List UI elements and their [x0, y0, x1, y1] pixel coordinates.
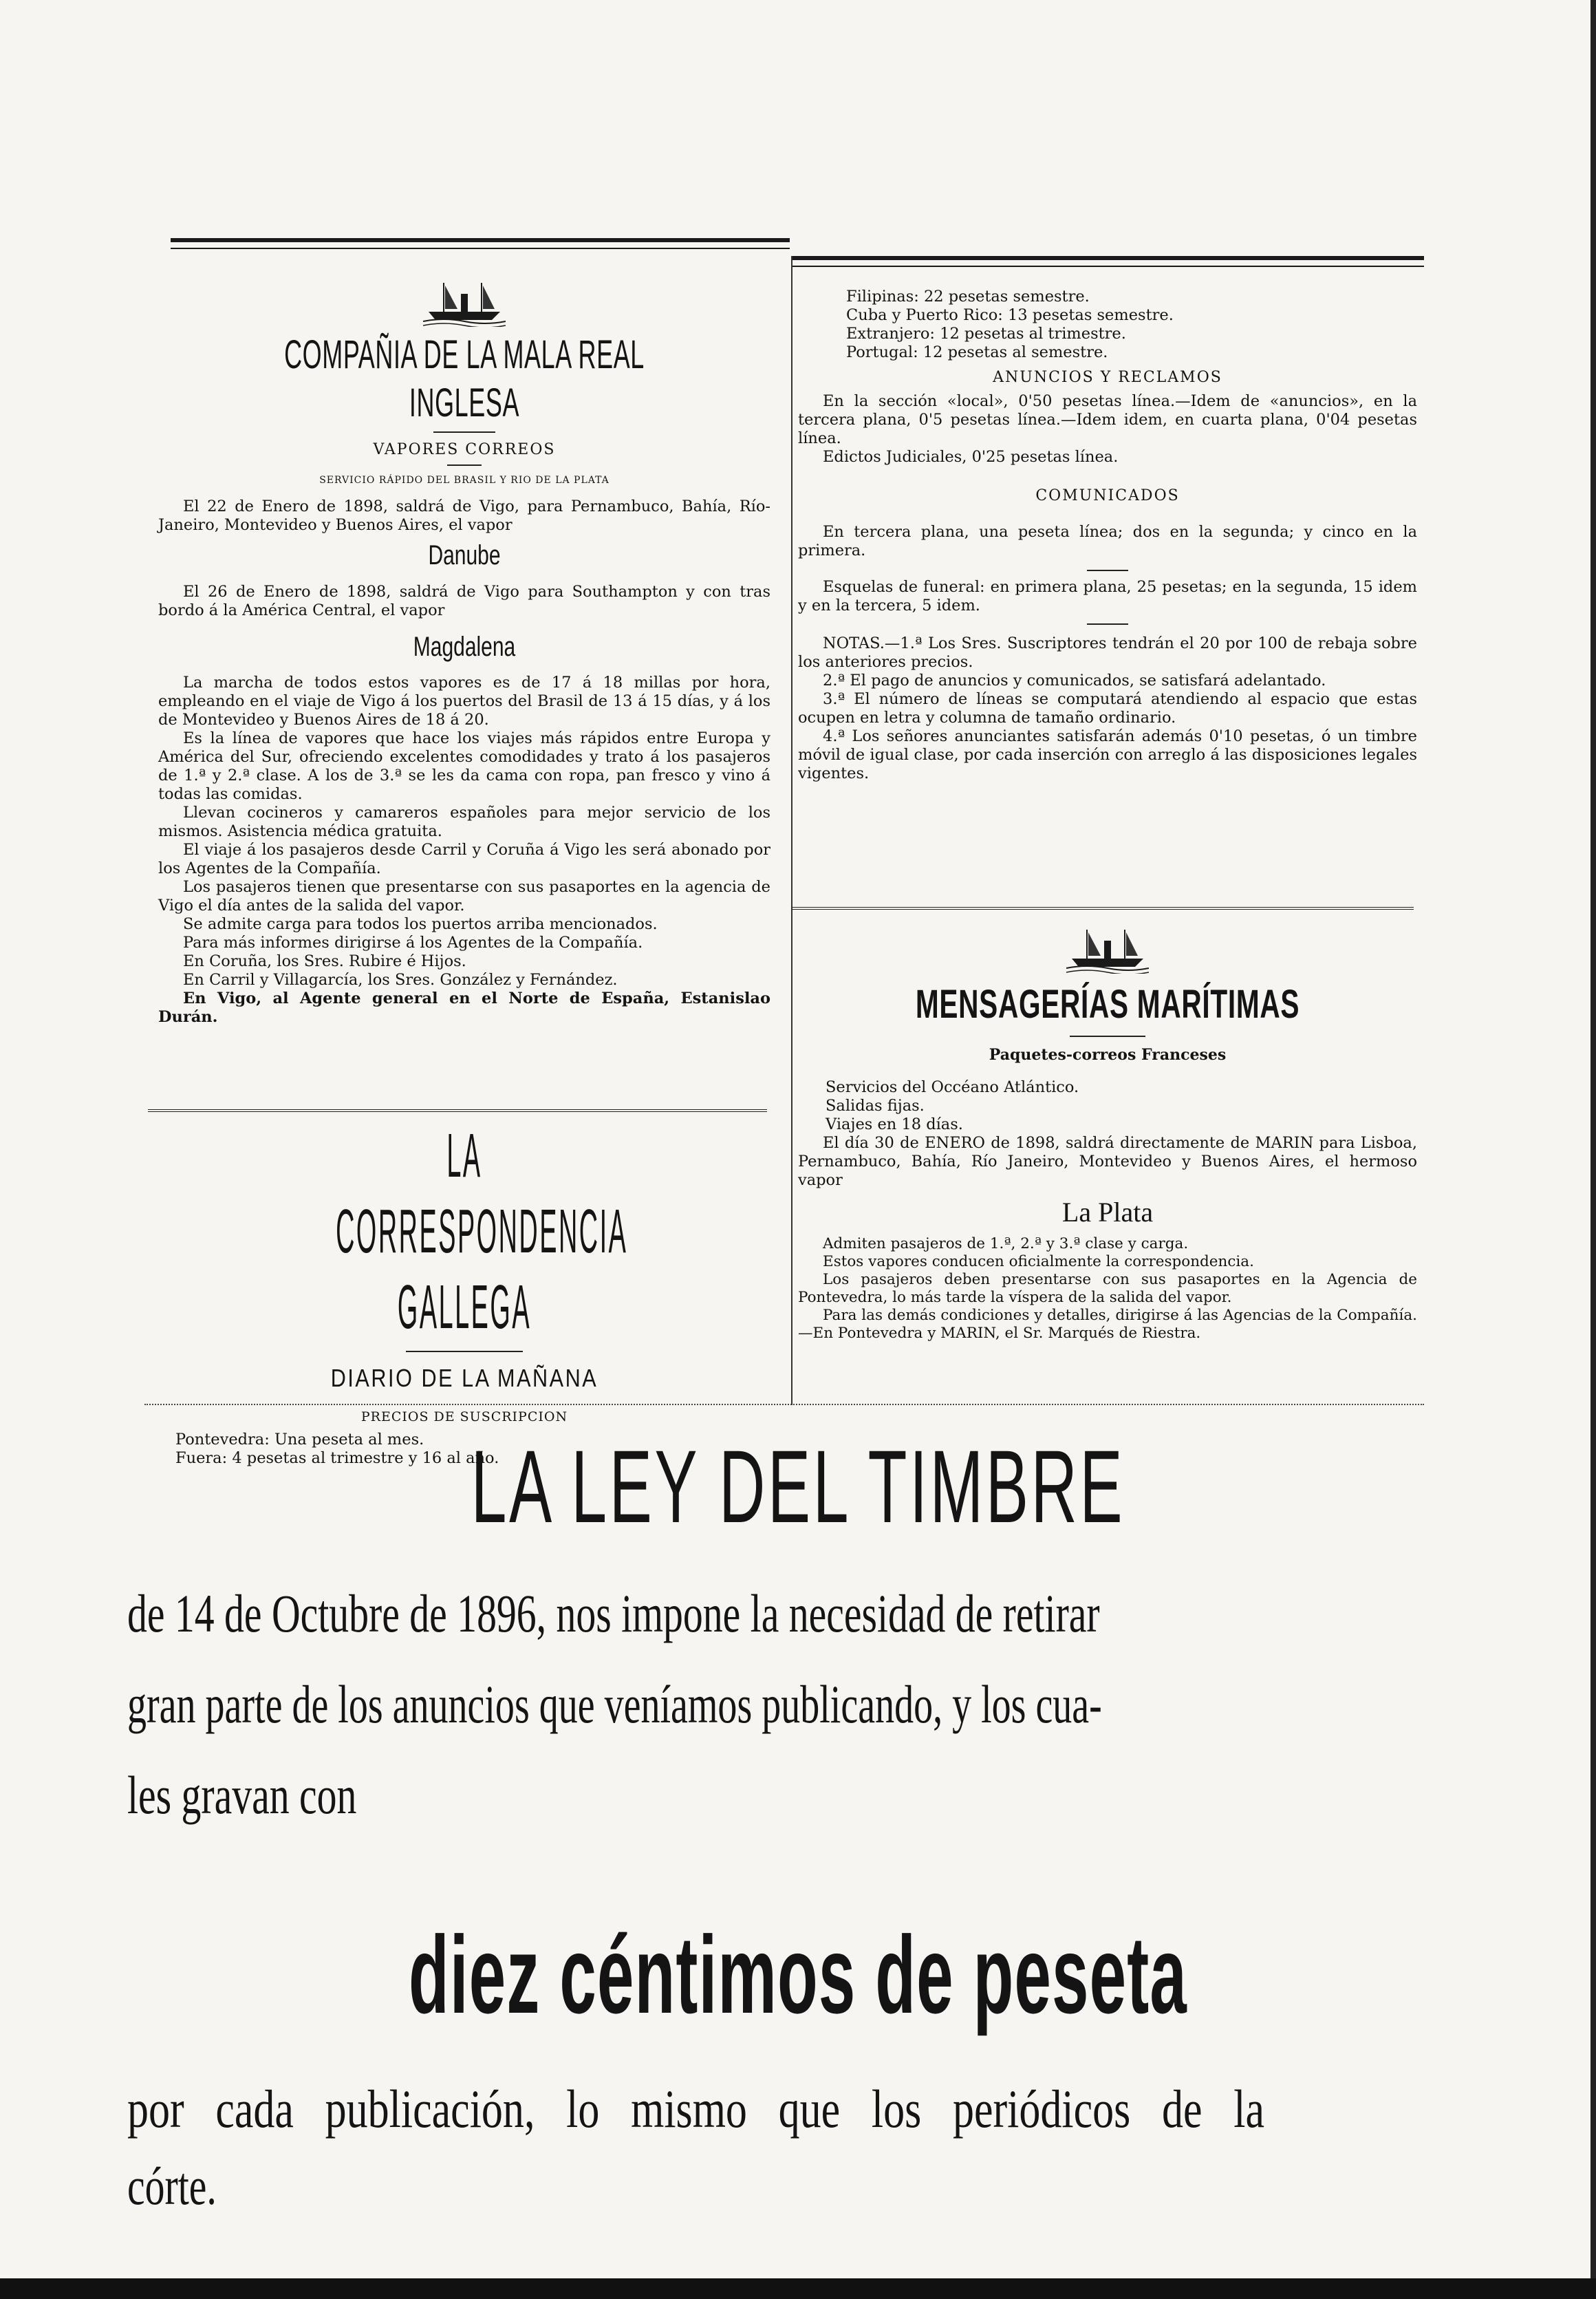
dotted-divider — [144, 1404, 1424, 1405]
tail-line: córte. — [127, 2156, 217, 2216]
mala-real-notes — [158, 674, 770, 1027]
comunicados-heading: COMUNICADOS — [1035, 487, 1180, 504]
correspondencia-ad — [158, 1118, 770, 1468]
mensagerias-ad — [798, 926, 1417, 1343]
mensagerias-p3: Estos vapores conducen oficialmente la correspondencia. — [823, 1253, 1254, 1270]
mala-real-service: SERVICIO RÁPIDO DEL BRASIL Y RIO DE LA PLATA — [319, 475, 610, 486]
note: El viaje á los pasajeros desde Carril y Coruña á Vigo les será abonado por los Agentes de la Compañía. — [158, 841, 770, 877]
note: Es la línea de vapores que hace los viajes más rápidos entre Europa y América del Sur, ofreciendo excelentes comodidades y trato á los pasajeros de 1.ª y 2.ª clase. A los de 3.ª se les da cama con ropa, pan fresco y vino á todas las comidas. — [158, 729, 770, 803]
page-edge — [1590, 0, 1596, 2299]
column-divider — [791, 256, 792, 1405]
anuncios-text: En la sección «local», 0'50 pesetas línea.—Idem de «anuncios», en la tercera plana, 0'5 pesetas línea.—Idem idem, en cuarta plana, 0'04 pesetas línea. — [798, 392, 1417, 447]
comunicados-text: En tercera plana, una peseta línea; dos en la segunda; y cinco en la primera. — [798, 523, 1417, 559]
mensagerias-title: MENSAGERÍAS MARÍTIMAS — [915, 982, 1300, 1027]
correspondencia-subtitle: DIARIO DE LA MAÑANA — [330, 1364, 598, 1392]
mala-real-p1: El 22 de Enero de 1898, saldrá de Vigo, para Pernambuco, Bahía, Río-Janeiro, Montevideo y Buenos Aires, el vapor — [158, 498, 770, 534]
diez-centimos-heading: diez céntimos de peseta — [409, 1913, 1187, 2036]
divider — [1070, 1036, 1145, 1037]
note: En Coruña, los Sres. Rubire é Hijos. — [183, 952, 466, 970]
mensagerias-subtitle: Paquetes-correos Franceses — [989, 1046, 1227, 1064]
mensagerias-line: Viajes en 18 días. — [826, 1115, 963, 1133]
top-rule-left-thin — [171, 248, 790, 249]
mala-real-title: COMPAÑIA DE LA MALA REAL INGLESA — [284, 332, 645, 425]
top-rule-right-thin — [791, 266, 1424, 267]
note: En Carril y Villagarcía, los Sres. González y Fernández. — [183, 971, 618, 989]
ship-name-magdalena: Magdalena — [413, 632, 516, 662]
lead-line: gran parte de los anuncios que veníamos publicando, y los cua- — [127, 1674, 1102, 1734]
steamship-icon — [423, 279, 506, 327]
divider — [148, 1109, 767, 1112]
top-rule-right — [791, 256, 1424, 260]
divider — [1087, 570, 1128, 571]
mensagerias-p4: Los pasajeros deben presentarse con sus pasaportes en la Agencia de Pontevedra, lo más tarde la víspera de la salida del vapor. — [798, 1271, 1417, 1306]
nota: 3.ª El número de líneas se computará atendiendo al espacio que estas ocupen en letra y columna de tamaño ordinario. — [798, 690, 1417, 727]
divider — [1087, 623, 1128, 625]
note: En Vigo, al Agente general en el Norte de España, Estanislao Durán. — [158, 990, 770, 1026]
note: Se admite carga para todos los puertos arriba mencionados. — [183, 915, 658, 933]
precios-heading: PRECIOS DE SUSCRIPCION — [360, 1409, 568, 1424]
page-bottom-edge — [0, 2278, 1596, 2299]
mensagerias-p2: Admiten pasajeros de 1.ª, 2.ª y 3.ª clase y carga. — [823, 1235, 1189, 1252]
tarifa: Cuba y Puerto Rico: 13 pesetas semestre. — [846, 306, 1174, 324]
ship-name-la-plata: La Plata — [1061, 1197, 1154, 1228]
mensagerias-p1: El día 30 de ENERO de 1898, saldrá directamente de MARIN para Lisboa, Pernambuco, Bahía, Río Janeiro, Montevideo y Buenos Aires, el hermoso vapor — [798, 1134, 1417, 1189]
precio-local: Pontevedra: Una peseta al mes. — [175, 1431, 424, 1448]
note: Llevan cocineros y camareros españoles para mejor servicio de los mismos. Asistencia médica gratuita. — [158, 804, 770, 840]
mala-real-ad — [158, 279, 770, 1027]
tarifas-block — [798, 288, 1417, 783]
anuncios-edictos: Edictos Judiciales, 0'25 pesetas línea. — [823, 448, 1119, 466]
mensagerias-line: Servicios del Occéano Atlántico. — [826, 1078, 1079, 1096]
divider — [791, 907, 1414, 910]
ley-del-timbre-title: LA LEY DEL TIMBRE — [471, 1429, 1125, 1544]
anuncios-heading: ANUNCIOS Y RECLAMOS — [993, 369, 1222, 386]
mensagerias-p5: Para las demás condiciones y detalles, dirigirse á las Agencias de la Compañía.—En Pontevedra y MARIN, el Sr. Marqués de Riestra. — [798, 1307, 1417, 1342]
mala-real-p2: El 26 de Enero de 1898, saldrá de Vigo para Southampton y con tras bordo á la América Central, el vapor — [158, 583, 770, 619]
lead-line: les gravan con — [127, 1765, 357, 1825]
mala-real-subtitle: VAPORES CORREOS — [373, 441, 556, 458]
tail-line: por cada publicación, lo mismo que los periódicos de la — [127, 2079, 1264, 2139]
precio-fuera: Fuera: 4 pesetas al trimestre y 16 al año. — [175, 1449, 499, 1467]
divider — [406, 1351, 523, 1352]
steamship-icon — [1066, 926, 1149, 974]
mensagerias-line: Salidas fijas. — [826, 1097, 925, 1115]
lead-line: de 14 de Octubre de 1896, nos impone la necesidad de retirar — [127, 1583, 1100, 1643]
divider — [447, 464, 482, 466]
tarifa: Portugal: 12 pesetas al semestre. — [846, 343, 1108, 361]
tarifa: Filipinas: 22 pesetas semestre. — [846, 288, 1090, 306]
ship-name-danube: Danube — [428, 540, 501, 570]
correspondencia-title: LA CORRESPONDENCIA GALLEGA — [336, 1122, 628, 1342]
top-rule-left — [171, 238, 790, 242]
divider — [433, 431, 495, 433]
esquelas-text: Esquelas de funeral: en primera plana, 25 pesetas; en la segunda, 15 idem y en la tercera, 5 idem. — [798, 578, 1417, 614]
nota: 4.ª Los señores anunciantes satisfarán además 0'10 pesetas, ó un timbre móvil de igual clase, por cada inserción con arreglo á las disposiciones legales vigentes. — [798, 727, 1417, 782]
note: Para más informes dirigirse á los Agentes de la Compañía. — [183, 934, 643, 952]
nota: NOTAS.—1.ª Los Sres. Suscriptores tendrán el 20 por 100 de rebaja sobre los anteriores precios. — [798, 634, 1417, 671]
nota: 2.ª El pago de anuncios y comunicados, se satisfará adelantado. — [823, 672, 1326, 689]
note: La marcha de todos estos vapores es de 17 á 18 millas por hora, empleando en el viaje de Vigo á los puertos del Brasil de 13 á 15 días, y á los de Montevideo y Buenos Aires de 18 á 20. — [158, 674, 770, 729]
tarifa: Extranjero: 12 pesetas al trimestre. — [846, 325, 1126, 343]
note: Los pasajeros tienen que presentarse con sus pasaportes en la agencia de Vigo el día antes de la salida del vapor. — [158, 878, 770, 915]
